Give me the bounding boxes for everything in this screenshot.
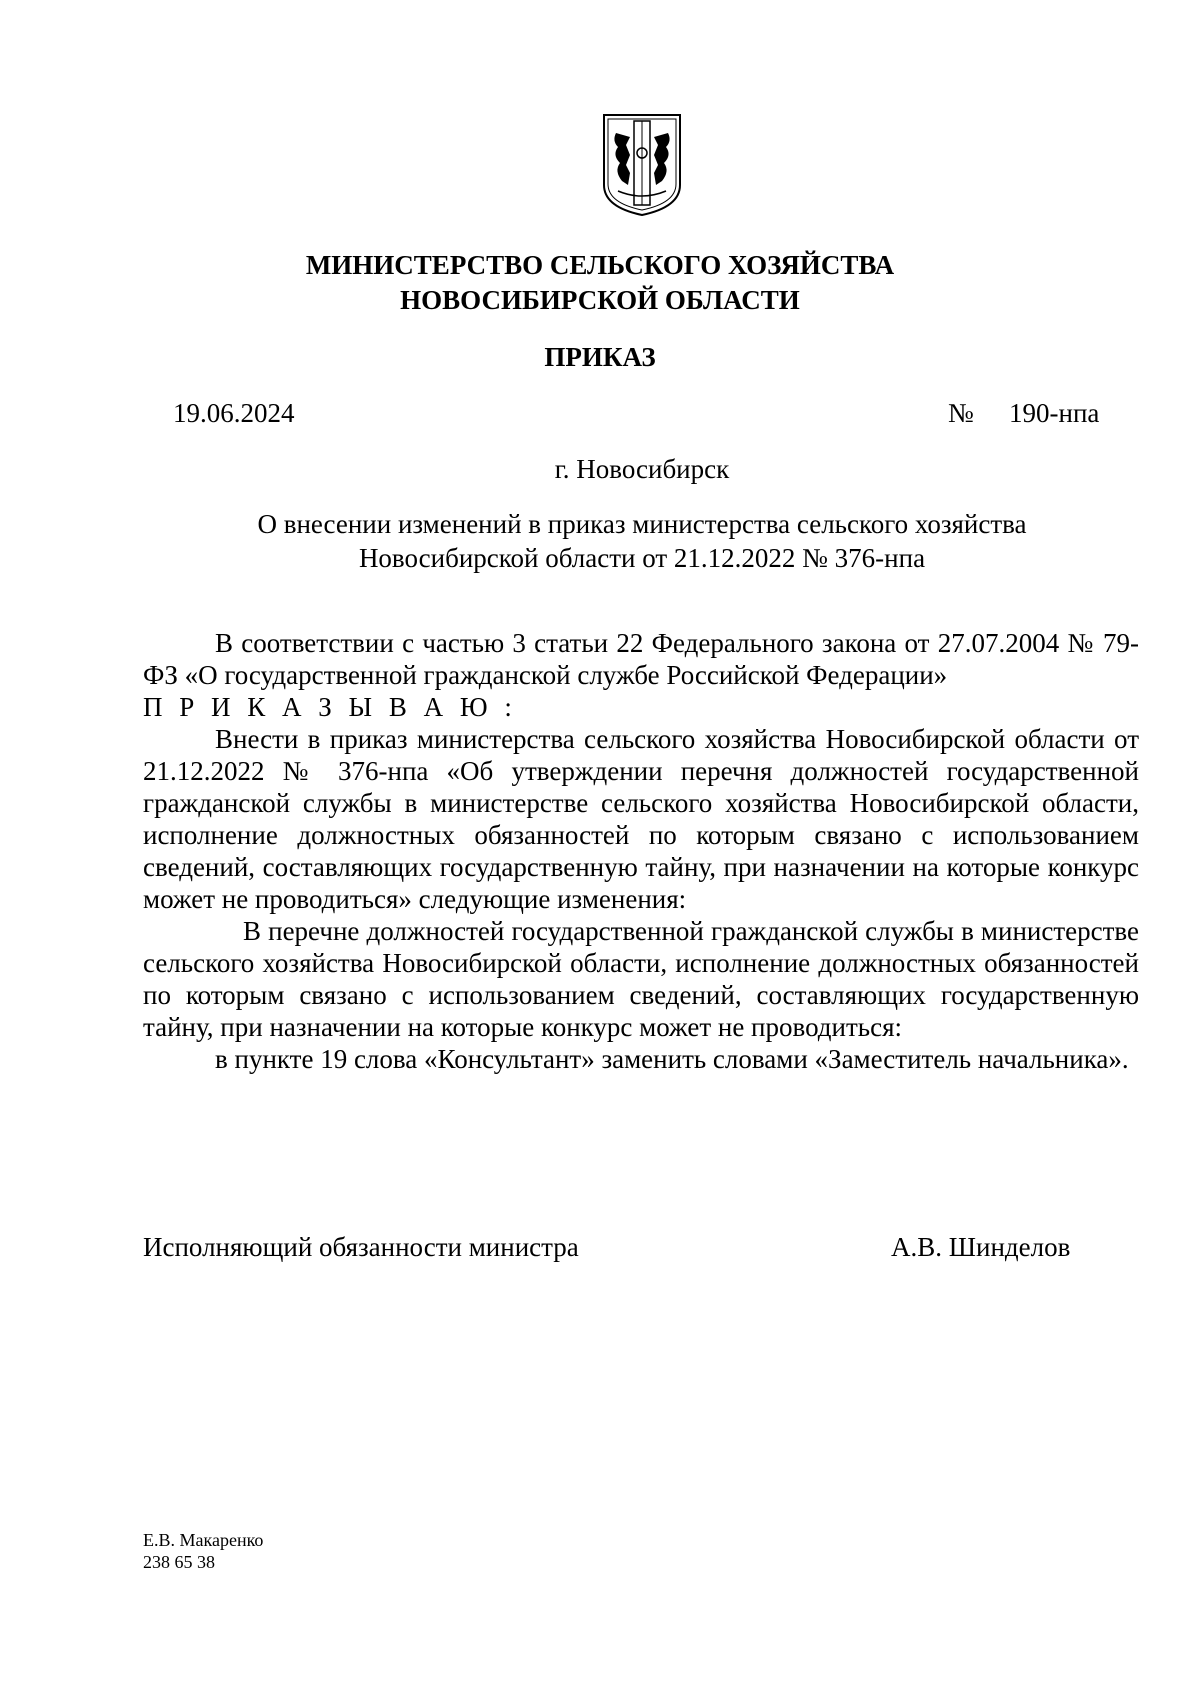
executor-phone: 238 65 38	[143, 1552, 215, 1572]
document-number: 190-нпа	[1009, 398, 1100, 428]
body-paragraph-change: в пункте 19 слова «Консультант» заменить словами «Заместитель начальника».	[215, 1044, 1129, 1074]
document-type: ПРИКАЗ	[544, 342, 656, 372]
ministry-name-line2: НОВОСИБИРСКОЙ ОБЛАСТИ	[400, 285, 800, 315]
subject-line1: О внесении изменений в приказ министерства сельского хозяйства	[257, 509, 1027, 539]
number-sign: №	[948, 398, 974, 428]
order-word-text: П Р И К А З Ы В А Ю :	[143, 692, 517, 722]
signatory-position: Исполняющий обязанности министра	[143, 1232, 579, 1262]
document-subject	[150, 507, 1134, 575]
document-date: 19.06.2024	[173, 398, 295, 428]
executor-name: Е.В. Макаренко	[143, 1530, 264, 1550]
body-paragraph-amendment: Внести в приказ министерства сельского хозяйства Новосибирской области от 21.12.2022 № 376-нпа «Об утверждении перечня должностей государственной гражданской службы в министерстве сельского хозяйства Новосибирской области, исполнение должностных обязанностей по которым связано с использованием сведений, составляющих государственную тайну, при назначении на которые конкурс может не проводиться» следующие изменения:	[143, 724, 1139, 914]
document-body	[143, 627, 1139, 1075]
city: г. Новосибирск	[554, 454, 730, 484]
ministry-name-line1: МИНИСТЕРСТВО СЕЛЬСКОГО ХОЗЯЙСТВА	[305, 250, 895, 280]
signatory-name: А.В. Шинделов	[891, 1232, 1071, 1262]
novosibirsk-coat-of-arms-icon	[598, 111, 686, 219]
executor-info	[143, 1529, 263, 1573]
body-paragraph-list: В перечне должностей государственной гражданской службы в министерстве сельского хозяйства Новосибирской области, исполнение должностных обязанностей по которым связано с использованием сведений, составляющих государственную тайну, при назначении на которые конкурс может не проводиться:	[143, 916, 1139, 1042]
order-word	[143, 691, 1139, 723]
subject-line2: Новосибирской области от 21.12.2022 № 376-нпа	[358, 543, 926, 573]
body-paragraph-basis: В соответствии с частью 3 статьи 22 Федерального закона от 27.07.2004 № 79-ФЗ «О государственной гражданской службе Российской Федерации»	[143, 628, 1139, 690]
